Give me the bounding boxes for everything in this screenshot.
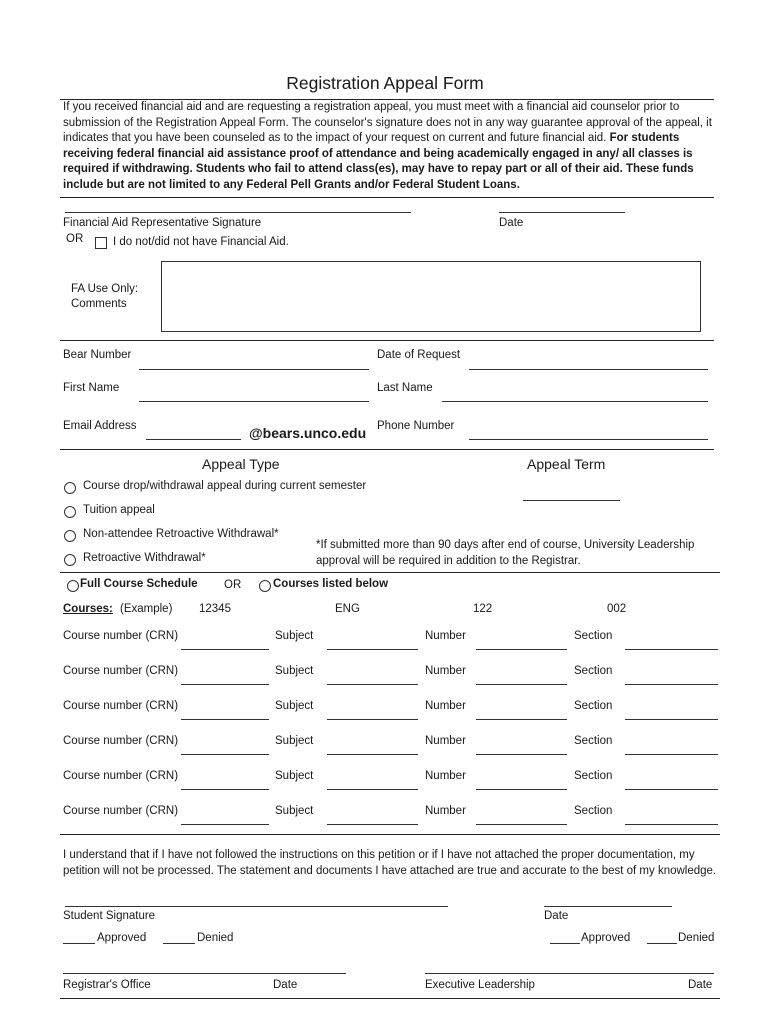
courses-label: Courses: (63, 603, 113, 615)
full-schedule-radio[interactable] (67, 580, 79, 592)
first-name-label: First Name (63, 382, 120, 394)
fa-rule (60, 340, 714, 341)
course-number-field[interactable] (476, 754, 567, 755)
retroactive-note: *If submitted more than 90 days after end of course, University Leadership approval will be required in addition to the Registrar. (316, 539, 695, 567)
bear-number-label: Bear Number (63, 349, 132, 361)
course-subject-field[interactable] (327, 824, 418, 825)
appeal-option-label: Tuition appeal (83, 504, 155, 516)
last-name-label: Last Name (377, 382, 433, 394)
course-section-field[interactable] (625, 649, 718, 650)
student-date-label: Date (544, 910, 569, 922)
course-section-field[interactable] (625, 789, 718, 790)
course-subject-label: Subject (275, 770, 314, 782)
acknowledgement-text: I understand that if I have not followed the instructions on this petition or if I have not attached the proper documentation, my petition will not be processed. The statement and documents I have attached are true and accurate to the best of my knowledge. (63, 849, 717, 877)
registrar-denied-label: Denied (197, 932, 234, 944)
courses-listed-label: Courses listed below (273, 578, 389, 590)
exec-approved-blank[interactable] (550, 943, 580, 944)
course-number-label: Number (425, 805, 466, 817)
fa-or-label: OR (66, 233, 84, 245)
phone-label: Phone Number (377, 420, 455, 432)
last-name-field[interactable] (442, 401, 708, 402)
course-section-field[interactable] (625, 754, 718, 755)
appeal-option-radio[interactable] (64, 482, 76, 494)
course-subject-field[interactable] (327, 649, 418, 650)
appeal-option-radio[interactable] (64, 506, 76, 518)
intro-text (63, 100, 723, 193)
course-number-field[interactable] (476, 824, 567, 825)
bottom-rule (60, 998, 720, 999)
appeal-rule (60, 572, 720, 573)
appeal-type-heading: Appeal Type (202, 456, 280, 472)
schedule-or-label: OR (224, 579, 242, 591)
info-rule (60, 449, 714, 450)
course-crn-label: Course number (CRN) (63, 770, 179, 782)
course-section-label: Section (574, 735, 613, 747)
course-section-field[interactable] (625, 684, 718, 685)
course-number-label: Number (425, 770, 466, 782)
course-number-field[interactable] (476, 684, 567, 685)
example-number: 122 (473, 603, 493, 615)
exec-date-label: Date (688, 979, 713, 991)
course-crn-label: Course number (CRN) (63, 805, 179, 817)
registrar-approved-blank[interactable] (63, 943, 95, 944)
bear-number-field[interactable] (139, 369, 369, 370)
course-crn-field[interactable] (181, 649, 269, 650)
appeal-option-radio[interactable] (64, 530, 76, 542)
full-schedule-label: Full Course Schedule (80, 578, 198, 590)
course-crn-field[interactable] (181, 719, 269, 720)
intro-rule (60, 197, 714, 198)
course-number-label: Number (425, 630, 466, 642)
student-signature-line[interactable] (65, 906, 448, 907)
student-signature-label: Student Signature (63, 910, 156, 922)
registrar-approved-label: Approved (97, 932, 147, 944)
email-field[interactable] (146, 439, 241, 440)
email-label: Email Address (63, 420, 137, 432)
fa-comments-box[interactable] (161, 261, 701, 332)
intro-normal: If you received financial aid and are requesting a registration appeal, you must meet with a financial aid counselor prior to submission of the Registration Appeal Form. The counselor's signature does not in any way guarantee approval of the appeal, it indicates that you have been counseled as to the impact of your request on current and future financial aid. (63, 101, 712, 144)
course-subject-field[interactable] (327, 754, 418, 755)
course-subject-label: Subject (275, 665, 314, 677)
fa-use-label: FA Use Only: (71, 283, 139, 295)
courses-listed-radio[interactable] (259, 580, 271, 592)
exec-leadership-label: Executive Leadership (425, 979, 535, 991)
fa-signature-line[interactable] (65, 212, 411, 213)
course-subject-label: Subject (275, 700, 314, 712)
course-number-label: Number (425, 665, 466, 677)
first-name-field[interactable] (139, 401, 369, 402)
exec-signature-line[interactable] (425, 973, 714, 974)
fa-comments-label: Comments (71, 298, 127, 310)
courses-example-label: (Example) (120, 603, 173, 615)
student-date-line[interactable] (544, 906, 672, 907)
appeal-option-label: Course drop/withdrawal appeal during current semester (83, 480, 367, 492)
no-aid-checkbox[interactable] (95, 237, 107, 249)
exec-denied-blank[interactable] (647, 943, 677, 944)
course-number-field[interactable] (476, 719, 567, 720)
fa-date-line[interactable] (499, 212, 625, 213)
course-section-label: Section (574, 665, 613, 677)
registrar-denied-blank[interactable] (163, 943, 195, 944)
course-section-label: Section (574, 805, 613, 817)
course-number-field[interactable] (476, 649, 567, 650)
course-crn-field[interactable] (181, 824, 269, 825)
course-crn-label: Course number (CRN) (63, 630, 179, 642)
course-crn-field[interactable] (181, 754, 269, 755)
course-section-label: Section (574, 700, 613, 712)
appeal-option-label: Retroactive Withdrawal* (83, 552, 206, 564)
course-crn-label: Course number (CRN) (63, 700, 179, 712)
example-crn: 12345 (199, 603, 231, 615)
date-of-request-label: Date of Request (377, 349, 461, 361)
appeal-term-heading: Appeal Term (527, 456, 606, 472)
exec-approved-label: Approved (581, 932, 631, 944)
course-subject-field[interactable] (327, 719, 418, 720)
fa-date-label: Date (499, 217, 524, 229)
course-number-label: Number (425, 735, 466, 747)
appeal-term-field[interactable] (523, 500, 620, 501)
example-subject: ENG (335, 603, 360, 615)
registrar-date-label: Date (273, 979, 298, 991)
date-of-request-field[interactable] (469, 369, 708, 370)
course-number-label: Number (425, 700, 466, 712)
course-section-label: Section (574, 770, 613, 782)
course-subject-field[interactable] (327, 789, 418, 790)
course-subject-label: Subject (275, 735, 314, 747)
course-crn-field[interactable] (181, 789, 269, 790)
course-number-field[interactable] (476, 789, 567, 790)
appeal-option-radio[interactable] (64, 554, 76, 566)
course-crn-label: Course number (CRN) (63, 665, 179, 677)
registrar-office-label: Registrar's Office (63, 979, 151, 991)
course-crn-field[interactable] (181, 684, 269, 685)
phone-field[interactable] (469, 439, 708, 440)
appeal-option-label: Non-attendee Retroactive Withdrawal* (83, 528, 279, 540)
course-section-field[interactable] (625, 719, 718, 720)
no-aid-label: I do not/did not have Financial Aid. (113, 236, 289, 248)
form-title: Registration Appeal Form (286, 73, 484, 93)
fa-signature-label: Financial Aid Representative Signature (63, 217, 262, 229)
email-domain: @bears.unco.edu (249, 425, 367, 441)
course-section-field[interactable] (625, 824, 718, 825)
course-subject-field[interactable] (327, 684, 418, 685)
course-section-label: Section (574, 630, 613, 642)
example-section: 002 (607, 603, 627, 615)
courses-rule (60, 834, 720, 835)
course-crn-label: Course number (CRN) (63, 735, 179, 747)
exec-denied-label: Denied (678, 932, 715, 944)
course-subject-label: Subject (275, 805, 314, 817)
registrar-signature-line[interactable] (63, 973, 346, 974)
course-subject-label: Subject (275, 630, 314, 642)
intro-bold: For students receiving federal financial aid assistance proof of attendance and being academically engaged in any/ all classes is required if withdrawing. Students who fail to attend class(es), may have to repay part or all of their aid. These funds include but are not limited to any Federal Pell Grants and/or Federal Student Loans. (63, 132, 694, 191)
